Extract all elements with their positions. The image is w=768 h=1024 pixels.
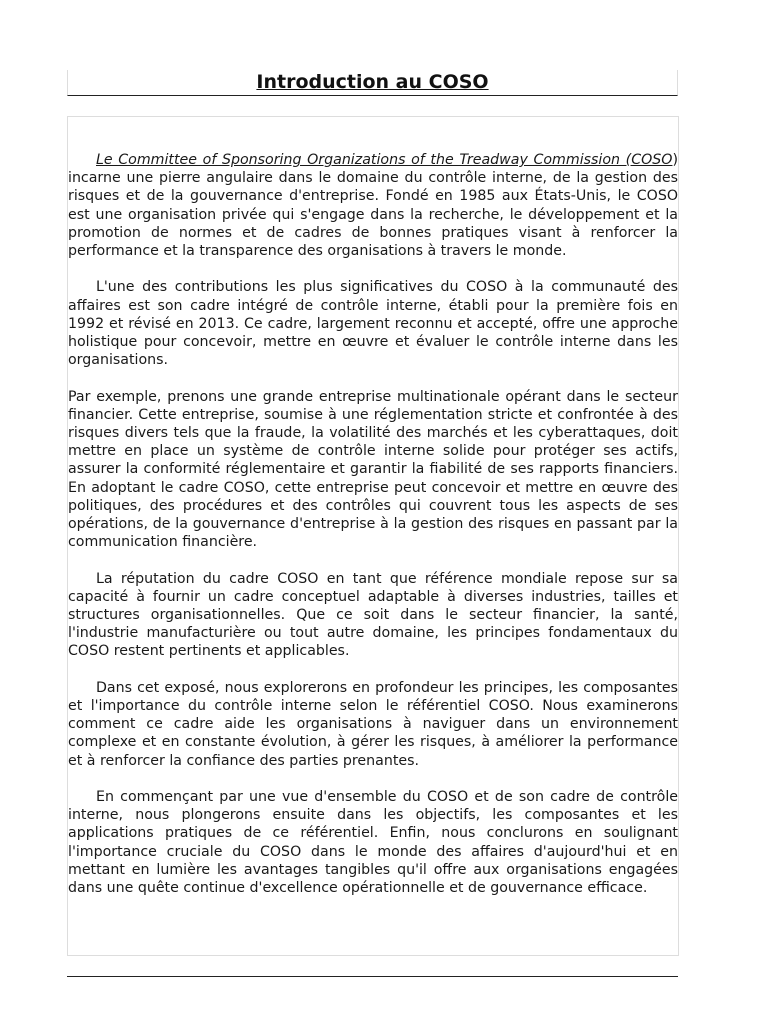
paragraph-2: L'une des contributions les plus significatives du COSO à la communauté des affaires est son cadre intégré de contrôle interne, établi pour la première fois en 1992 et révisé en 2013. Ce cadre, largement reconnu et accepté, offre une approche holistique pour concevoir, mettre en œuvre et évaluer le contrôle interne dans les organisations. — [68, 279, 678, 369]
paragraph-1 — [68, 151, 678, 260]
paragraph-3: Par exemple, prenons une grande entreprise multinationale opérant dans le secteur financier. Cette entreprise, soumise à une réglementation stricte et confrontée à des risques divers tels que la fraude, la volatilité des marchés et les cyberattaques, doit mettre en place un système de contrôle interne solide pour protéger ses actifs, assurer la conformité réglementaire et garantir la fiabilité de ses rapports financiers. En adoptant le cadre COSO, cette entreprise peut concevoir et mettre en œuvre des politiques, des procédures et des contrôles qui couvrent tous les aspects de ses opérations, de la gouvernance d'entreprise à la gestion des risques en passant par la communication financière. — [68, 388, 678, 551]
page-header — [67, 70, 678, 96]
paragraph-1-text: ) incarne une pierre angulaire dans le domaine du contrôle interne, de la gestion des risques et de la gouvernance d'entreprise. Fondé en 1985 aux États-Unis, le COSO est une organisation privée qui s'engage dans la recherche, le développement et la promotion de normes et de cadres de bonnes pratiques visant à renforcer la performance et la transparence des organisations à travers le monde. — [68, 152, 678, 260]
footer-divider — [67, 976, 678, 977]
paragraph-6: En commençant par une vue d'ensemble du COSO et de son cadre de contrôle interne, nous plongerons ensuite dans les objectifs, les composantes et les applications pratiques de ce référentiel. Enfin, nous conclurons en soulignant l'importance cruciale du COSO dans le monde des affaires d'aujourd'hui et en mettant en lumière les avantages tangibles qu'il offre aux organisations engagées dans une quête continue d'excellence opérationnelle et de gouvernance efficace. — [68, 789, 678, 897]
paragraph-4: La réputation du cadre COSO en tant que référence mondiale repose sur sa capacité à fournir un cadre conceptuel adaptable à diverses industries, tailles et structures organisationnelles. Que ce soit dans le secteur financier, la santé, l'industrie manufacturière ou tout autre domaine, les principes fondamentaux du COSO restent pertinents et applicables. — [68, 570, 678, 660]
content-box — [67, 116, 679, 956]
coso-definition-emphasis: Le Committee of Sponsoring Organizations of the Treadway Commission (COSO — [96, 152, 673, 168]
page-title: Introduction au COSO — [256, 71, 489, 93]
document-body — [68, 151, 678, 915]
paragraph-5: Dans cet exposé, nous explorerons en profondeur les principes, les composantes et l'importance du contrôle interne selon le référentiel COSO. Nous examinerons comment ce cadre aide les organisations à naviguer dans un environnement complexe et en constante évolution, à gérer les risques, à améliorer la performance et à renforcer la confiance des parties prenantes. — [68, 679, 678, 769]
